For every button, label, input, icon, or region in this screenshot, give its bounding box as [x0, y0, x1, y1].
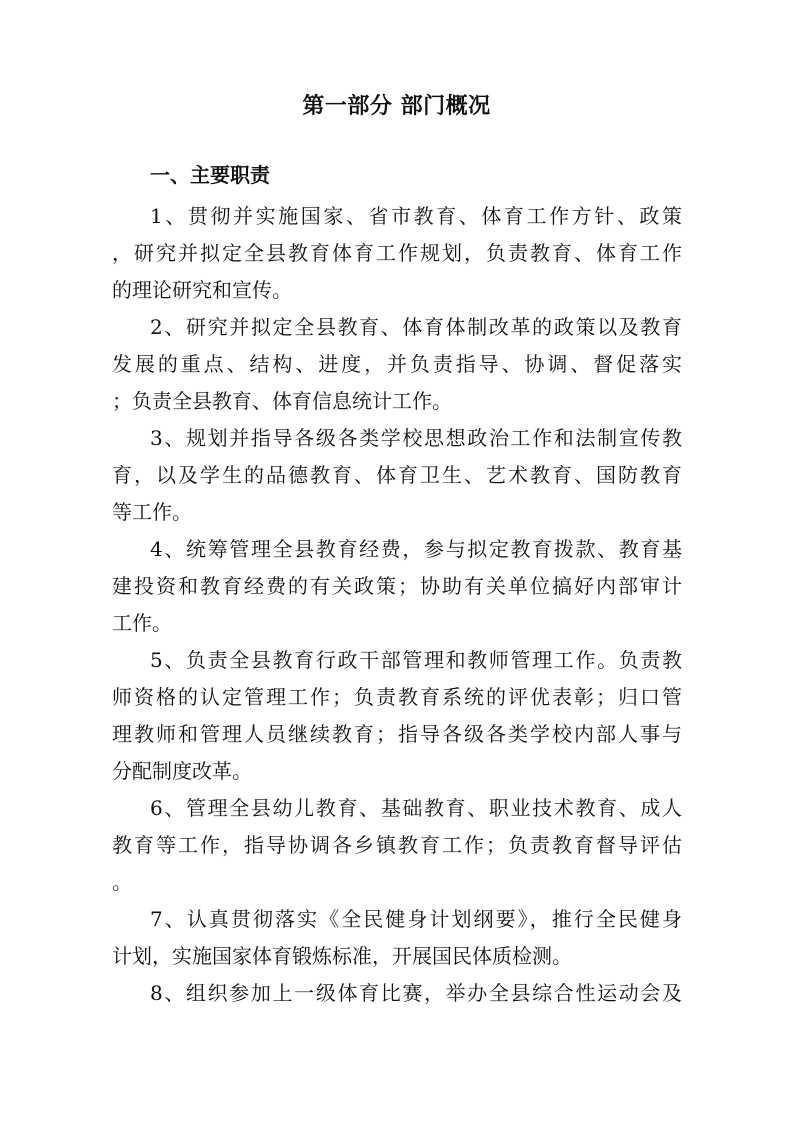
text-line: 理教师和管理人员继续教育；指导各级各类学校内部人事与 — [112, 722, 682, 746]
text-line: 工作。 — [112, 611, 172, 635]
text-line: 4、统筹管理全县教育经费，参与拟定教育拨款、教育基 — [150, 537, 682, 561]
text-line: 建投资和教育经费的有关政策；协助有关单位搞好内部审计 — [112, 574, 682, 598]
text-line: ，研究并拟定全县教育体育工作规划，负责教育、体育工作 — [112, 241, 682, 265]
text-line: 师资格的认定管理工作；负责教育系统的评优表彰；归口管 — [112, 685, 682, 709]
text-line: 6、管理全县幼儿教育、基础教育、职业技术教育、成人 — [150, 796, 682, 820]
text-line: ；负责全县教育、体育信息统计工作。 — [112, 389, 452, 413]
text-line: 3、规划并指导各级各类学校思想政治工作和法制宣传教 — [150, 426, 682, 450]
body-text — [112, 198, 682, 1012]
text-line: 教育等工作，指导协调各乡镇教育工作；负责教育督导评估 — [112, 833, 682, 857]
page-title: 第一部分 部门概况 — [302, 94, 491, 119]
text-line: 计划，实施国家体育锻炼标准，开展国民体质检测。 — [112, 944, 572, 968]
text-line: 等工作。 — [112, 500, 192, 524]
text-line: 7、认真贯彻落实《全民健身计划纲要》，推行全民健身 — [150, 907, 682, 931]
section-heading: 一、主要职责 — [150, 163, 270, 187]
text-line: 发展的重点、结构、进度，并负责指导、协调、督促落实 — [112, 352, 682, 376]
text-line: 。 — [112, 870, 132, 894]
text-line: 育，以及学生的品德教育、体育卫生、艺术教育、国防教育 — [112, 463, 682, 487]
text-line: 8、组织参加上一级体育比赛，举办全县综合性运动会及 — [150, 981, 682, 1005]
text-line: 的理论研究和宣传。 — [112, 278, 292, 302]
text-line: 1、贯彻并实施国家、省市教育、体育工作方针、政策 — [150, 204, 682, 228]
text-line: 分配制度改革。 — [112, 759, 252, 783]
text-line: 2、研究并拟定全县教育、体育体制改革的政策以及教育 — [150, 315, 682, 339]
text-line: 5、负责全县教育行政干部管理和教师管理工作。负责教 — [150, 648, 682, 672]
